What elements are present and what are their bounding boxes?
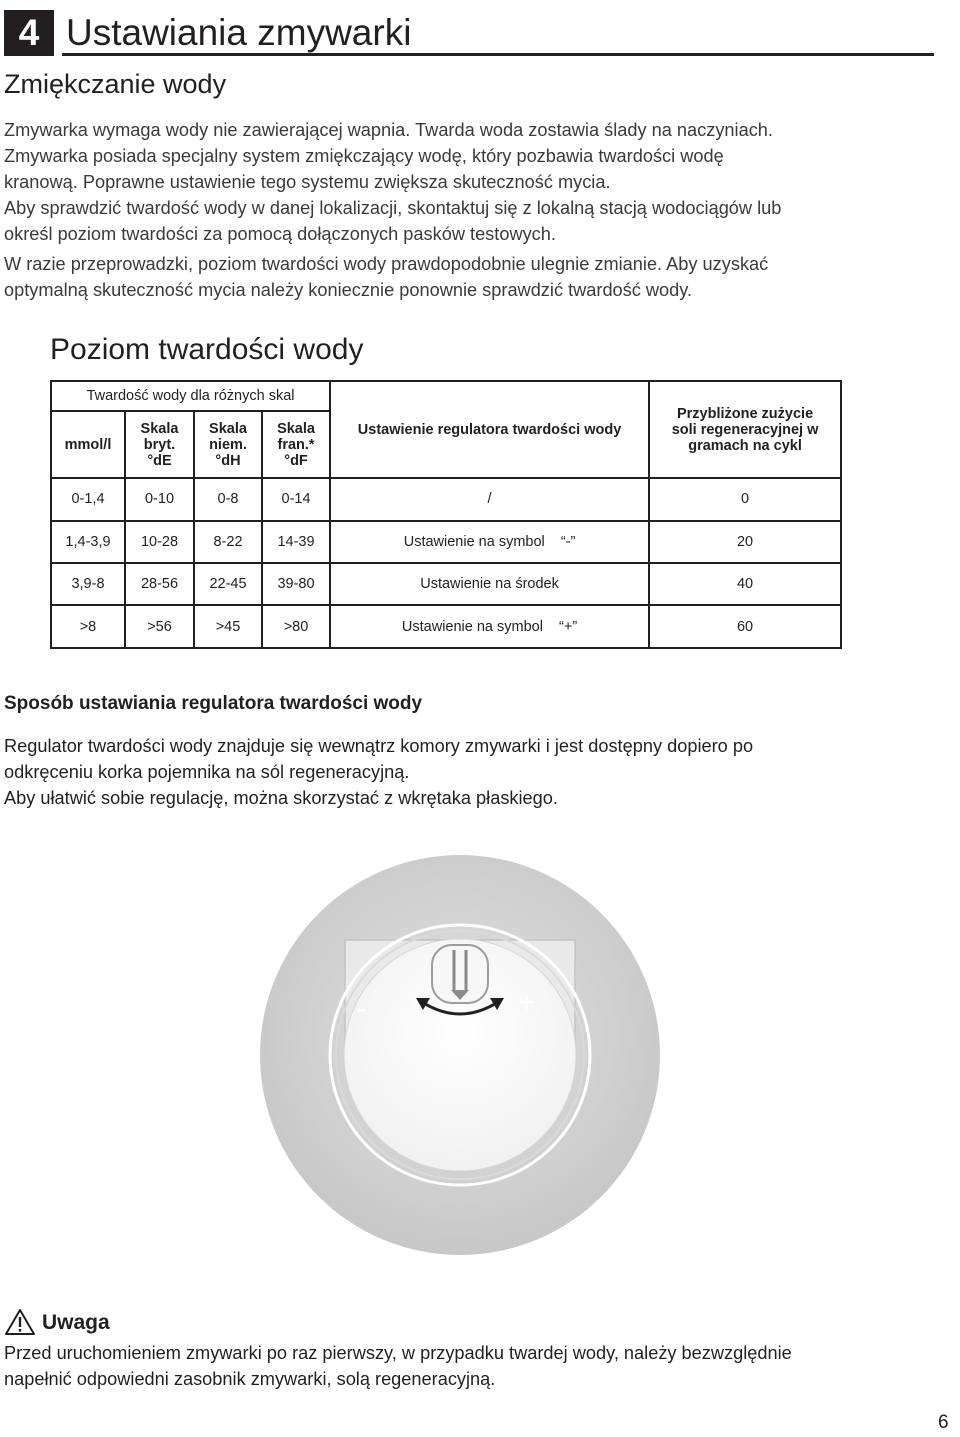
cell-setting: Ustawienie na środek	[330, 563, 649, 605]
cell-setting: Ustawienie na symbol “-”	[330, 521, 649, 563]
cell-de: 28-56	[125, 563, 194, 605]
chapter-title: Ustawiania zmywarki	[66, 12, 412, 53]
hardness-table	[50, 380, 842, 649]
text-line: określ poziom twardości za pomocą dołączonych pasków testowych.	[4, 224, 556, 244]
table-header-salt: Przybliżone zużycie soli regeneracyjnej w gramach na cykl	[649, 381, 841, 478]
regulator-paragraph	[4, 733, 939, 811]
cell-salt: 60	[649, 605, 841, 648]
cell-dh: 22-45	[194, 563, 262, 605]
text-line: napełnić odpowiedni zasobnik zmywarki, solą regeneracyjną.	[4, 1369, 496, 1389]
minus-symbol: -	[357, 992, 367, 1025]
move-paragraph	[4, 251, 939, 303]
cell-dh: 8-22	[194, 521, 262, 563]
table-header-df: Skala fran.* °dF	[262, 411, 330, 478]
text-line: odkręceniu korka pojemnika na sól regeneracyjną.	[4, 762, 410, 782]
cell-de: >56	[125, 605, 194, 648]
cell-salt: 0	[649, 478, 841, 520]
cell-dh: >45	[194, 605, 262, 648]
cell-mmol: 1,4-3,9	[51, 521, 125, 563]
cell-mmol: 3,9-8	[51, 563, 125, 605]
intro-paragraph	[4, 117, 939, 247]
text-line: Aby ułatwić sobie regulację, można skorzystać z wkrętaka płaskiego.	[4, 788, 558, 808]
cell-de: 0-10	[125, 478, 194, 520]
cell-df: 39-80	[262, 563, 330, 605]
cell-setting: /	[330, 478, 649, 520]
header-rule	[62, 53, 934, 56]
table-header-mmol: mmol/l	[51, 411, 125, 478]
regulator-heading: Sposób ustawiania regulatora twardości wody	[4, 693, 423, 714]
warning-paragraph	[4, 1340, 939, 1392]
softener-dial-figure	[260, 840, 660, 1270]
plus-symbol: +	[518, 986, 536, 1019]
warning-triangle-icon	[4, 1308, 36, 1336]
table-header-setting: Ustawienie regulatora twardości wody	[330, 381, 649, 478]
table-header-dh: Skala niem. °dH	[194, 411, 262, 478]
section-title: Zmiękczanie wody	[4, 69, 227, 99]
chapter-number: 4	[4, 10, 54, 56]
table-row	[51, 521, 841, 563]
cell-mmol: >8	[51, 605, 125, 648]
table-row	[51, 478, 841, 520]
text-line: kranową. Poprawne ustawienie tego systemu zwiększa skuteczność mycia.	[4, 172, 611, 192]
page-number: 6	[938, 1412, 949, 1433]
cell-df: 14-39	[262, 521, 330, 563]
text-line: Zmywarka wymaga wody nie zawierającej wapnia. Twarda woda zostawia ślady na naczyniach.	[4, 120, 773, 140]
table-header-de: Skala bryt. °dE	[125, 411, 194, 478]
table-title: Poziom twardości wody	[50, 333, 364, 366]
cell-salt: 20	[649, 521, 841, 563]
warning-heading	[4, 1308, 304, 1338]
text-line: W razie przeprowadzki, poziom twardości wody prawdopodobnie ulegnie zmianie. Aby uzyskać	[4, 254, 769, 274]
text-line: Przed uruchomieniem zmywarki po raz pierwszy, w przypadku twardej wody, należy bezwzględnie	[4, 1343, 792, 1363]
text-line: Regulator twardości wody znajduje się wewnątrz komory zmywarki i jest dostępny dopiero po	[4, 736, 754, 756]
text-line: Aby sprawdzić twardość wody w danej lokalizacji, skontaktuj się z lokalną stacją wodociągów lub	[4, 198, 782, 218]
cell-df: >80	[262, 605, 330, 648]
table-group-header: Twardość wody dla różnych skal	[51, 381, 330, 411]
cell-setting: Ustawienie na symbol “+”	[330, 605, 649, 648]
cell-mmol: 0-1,4	[51, 478, 125, 520]
cell-salt: 40	[649, 563, 841, 605]
warning-title: Uwaga	[42, 1311, 110, 1334]
table-row	[51, 563, 841, 605]
cell-dh: 0-8	[194, 478, 262, 520]
text-line: optymalną skuteczność mycia należy koniecznie ponownie sprawdzić twardość wody.	[4, 280, 693, 300]
cell-df: 0-14	[262, 478, 330, 520]
cell-de: 10-28	[125, 521, 194, 563]
table-row	[51, 605, 841, 648]
text-line: Zmywarka posiada specjalny system zmiękczający wodę, który pozbawia twardości wodę	[4, 146, 724, 166]
chapter-header	[4, 10, 934, 56]
